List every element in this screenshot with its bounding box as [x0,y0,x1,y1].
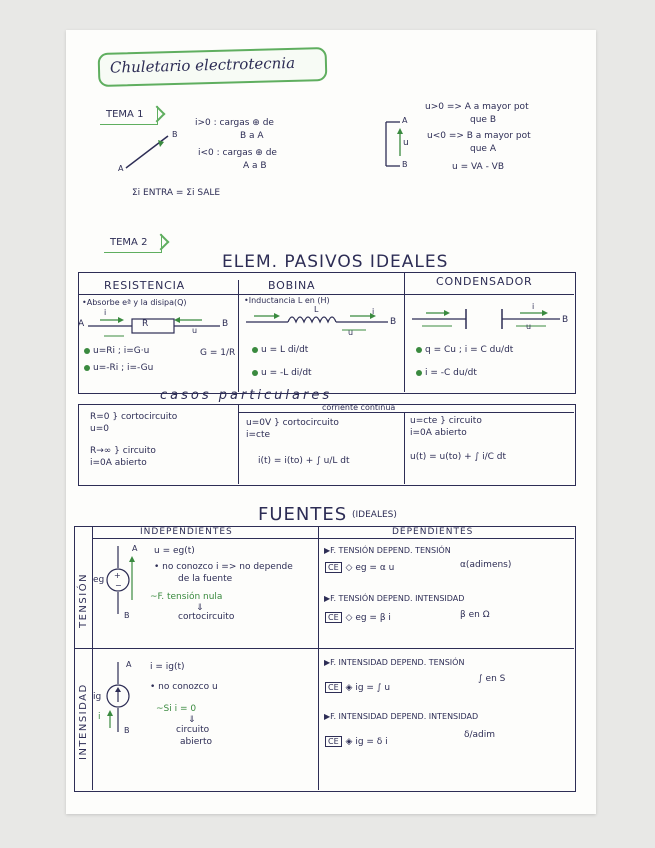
intensidad-dep-note2: δ/adim [464,730,496,740]
intensidad-ind-ig: ig [93,692,102,702]
ce-box: CE [325,562,342,573]
fuentes-header-line [92,538,574,539]
row-intensidad: INTENSIDAD [78,683,89,760]
resistencia-node-a: A [78,319,85,329]
tema1-ipos-2: B a A [240,131,264,141]
tension-ind-n5: cortocircuito [178,612,235,622]
tension-dep-note2: β en Ω [460,610,490,620]
tema1-u-label: u [403,138,409,148]
fuentes-col-divider [318,526,319,790]
tension-ind-n4: ⇓ [196,603,204,613]
tema1-u-def: u = VA - VB [452,162,505,172]
bobina-u-label: u [348,328,354,337]
diamond-source-icon: ◇ [345,613,353,623]
resistencia-note: •Absorbe eª y la disipa(Q) [82,298,187,307]
intensidad-ind-n3: ⇓ [188,715,196,725]
fuentes-row-divider [74,648,574,649]
tema1-u-node-a: A [402,116,408,125]
caso-c1b: i=0A abierto [410,428,467,438]
tema1-uneg-1: u<0 => B a mayor pot [427,131,531,141]
pasivos-heading: ELEM. PASIVOS IDEALES [222,252,449,272]
caso-b2: i(t) = i(to) + ∫ u/L dt [258,456,350,466]
tema1-node-a: A [118,164,124,173]
bobina-l-label: L [314,305,319,314]
caso-b1: u=0V } cortocircuito [246,418,339,428]
col-resistencia: RESISTENCIA [104,279,185,292]
tema1-upos-2: que B [470,115,496,125]
row-tension: TENSIÓN [78,572,89,628]
resistencia-eq2: u=-Ri ; i=-Gu [84,363,153,373]
resistencia-eq-g: G = 1/R [200,348,236,358]
caso-r1: R=0 } cortocircuito [90,412,178,422]
intensidad-ind-node-b: B [124,726,130,735]
tension-ind-eq: u = eg(t) [154,546,195,556]
ce-box: CE [325,682,342,693]
bobina-node-b: B [390,317,397,327]
col-independientes: INDEPENDIENTES [140,527,233,537]
fuentes-label-col [92,526,93,790]
tema1-node-b: B [172,130,178,139]
intensidad-ind-i: i [98,712,101,722]
corriente-continua: corriente continua [322,403,396,412]
caso-r1b: u=0 [90,424,109,434]
casos-divider-1 [238,404,239,484]
tema1-ineg-2: A a B [243,161,267,171]
caso-r2b: i=0A abierto [90,458,147,468]
svg-text:−: − [115,581,122,590]
intensidad-ind-n5: abierto [180,737,213,747]
tension-dep-row2: CE ◇ eg = β i [324,612,391,623]
tension-dep-t2: ▶F. TENSIÓN DEPEND. INTENSIDAD [324,594,465,603]
bobina-eq1: u = L di/dt [252,345,308,355]
tema1-kcl: Σi ENTRA = Σi SALE [132,188,221,198]
intensidad-dep-note1: ∫ en S [478,674,506,684]
tema1-ineg-1: i<0 : cargas ⊕ de [198,148,277,158]
caso-r2: R→∞ } circuito [90,446,156,456]
tema1-ipos-1: i>0 : cargas ⊕ de [195,118,274,128]
tension-ind-node-b: B [124,611,130,620]
bobina-note: •Inductancia L en (H) [244,296,330,305]
condensador-node-b: B [562,315,569,325]
diamond-source-icon: ◈ [345,683,353,693]
tension-ind-node-a: A [132,544,138,553]
tension-ind-n1: • no conozco i => no depende [154,562,293,572]
svg-text:+: + [114,571,121,580]
condensador-eq2: i = -C du/dt [416,368,477,378]
inductor-symbol [242,306,402,336]
intensidad-dep-row1: CE ◈ ig = ∫ u [324,682,390,693]
resistencia-elem: R [142,319,149,329]
casos-divider-2 [404,412,405,484]
caso-c2: u(t) = u(to) + ∫ i/C dt [410,452,507,462]
pasivos-divider-2 [404,272,405,392]
tema1-u-node-b: B [402,160,408,169]
capacitor-symbol [408,304,572,334]
tema1-branch-diagram [118,128,178,178]
col-bobina: BOBINA [268,279,316,292]
diamond-source-icon: ◇ [345,563,353,573]
intensidad-ind-n1: • no conozco u [150,682,218,692]
tema1-upos-1: u>0 => A a mayor pot [425,102,529,112]
resistencia-eq1: u=Ri ; i=G·u [84,346,149,356]
condensador-u-label: u [526,322,532,331]
tema1-uneg-2: que A [470,144,496,154]
intensidad-ind-eq: i = ig(t) [150,662,185,672]
tema2-tag: TEMA 2 [104,234,162,253]
ce-box: CE [325,612,342,623]
tension-ind-eg: eg [93,575,105,585]
tension-dep-row1: CE ◇ eg = α u [324,562,394,573]
resistencia-node-b: B [222,319,229,329]
tension-dep-note1: α(adimens) [460,560,512,570]
condensador-eq1: q = Cu ; i = C du/dt [416,345,513,355]
casos-cc-line [238,412,574,413]
resistencia-i-label: i [104,308,107,317]
bobina-i-label: i [372,307,375,316]
condensador-i-label: i [532,302,535,311]
casos-heading: casos particulares [160,388,333,403]
resistencia-u-label: u [192,326,198,335]
col-dependientes: DEPENDIENTES [392,527,474,537]
intensidad-ind-n2: ~Si i = 0 [156,704,197,714]
col-condensador: CONDENSADOR [436,275,533,288]
tension-ind-n3: ~F. tensión nula [150,592,223,602]
ce-box: CE [325,736,342,747]
bobina-eq2: u = -L di/dt [252,368,312,378]
intensidad-dep-t1: ▶F. INTENSIDAD DEPEND. TENSIÓN [324,658,465,667]
caso-b1b: i=cte [246,430,271,440]
intensidad-dep-t2: ▶F. INTENSIDAD DEPEND. INTENSIDAD [324,712,479,721]
caso-c1: u=cte } circuito [410,416,482,426]
tema1-tag: TEMA 1 [100,106,158,125]
pasivos-divider-1 [238,280,239,392]
fuentes-heading-sub: (IDEALES) [352,510,397,520]
pasivos-header-line [78,294,574,295]
tension-ind-n2: de la fuente [178,574,233,584]
diamond-source-icon: ◈ [345,737,353,747]
title-banner [98,47,328,87]
intensidad-ind-node-a: A [126,660,132,669]
intensidad-dep-row2: CE ◈ ig = δ i [324,736,388,747]
tension-dep-t1: ▶F. TENSIÓN DEPEND. TENSIÓN [324,546,451,555]
fuentes-heading: FUENTES [258,504,348,525]
page-title: Chuletario electrotecnia [109,53,296,77]
intensidad-ind-n4: circuito [176,725,210,735]
